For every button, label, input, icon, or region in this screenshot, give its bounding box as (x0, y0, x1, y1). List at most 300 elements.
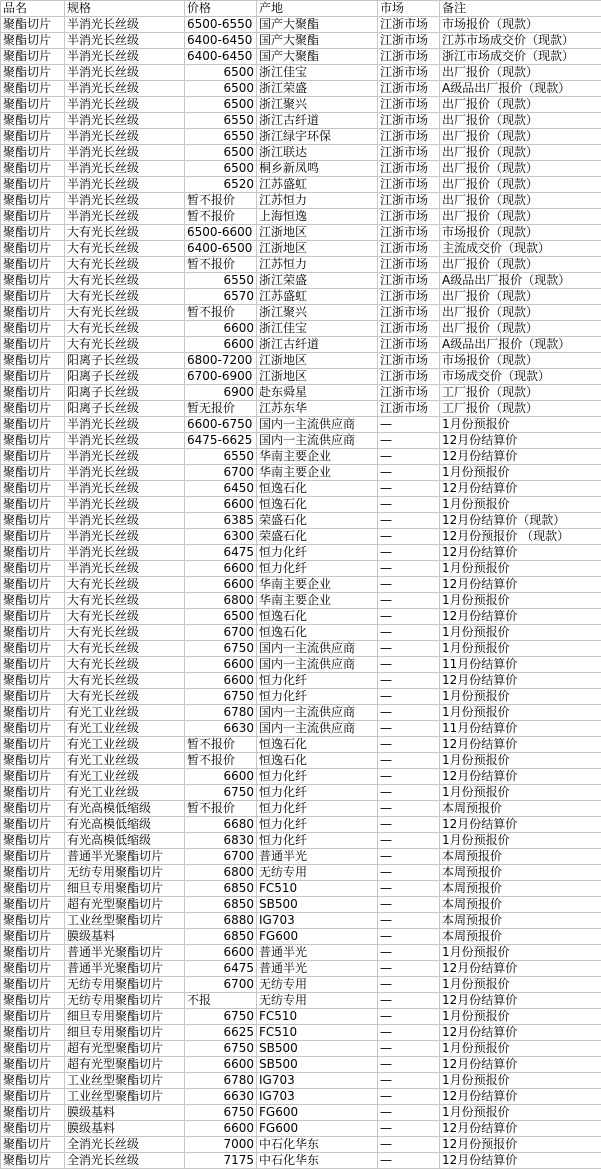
cell-remarks: 1月份预报价 (440, 497, 601, 513)
cell-product-name: 聚酯切片 (1, 529, 65, 545)
cell-spec: 大有光长丝级 (65, 321, 185, 337)
cell-origin: 国产大聚酯 (257, 49, 378, 65)
cell-market: — (378, 961, 440, 977)
cell-product-name: 聚酯切片 (1, 33, 65, 49)
table-row (1, 1025, 601, 1041)
cell-origin: 浙江绿宇环保 (257, 129, 378, 145)
cell-price: 6400-6500 (185, 241, 257, 257)
cell-price: 6550 (185, 273, 257, 289)
cell-spec: 膜级基料 (65, 1121, 185, 1137)
table-row (1, 433, 601, 449)
cell-market: — (378, 929, 440, 945)
cell-remarks: 1月份预报价 (440, 1041, 601, 1057)
cell-spec: 普通半光聚酯切片 (65, 849, 185, 865)
cell-remarks: 出厂报价（现款） (440, 161, 601, 177)
cell-market: 江浙市场 (378, 385, 440, 401)
cell-origin: 国内一主流供应商 (257, 417, 378, 433)
cell-market: — (378, 721, 440, 737)
cell-product-name: 聚酯切片 (1, 241, 65, 257)
cell-spec: 有光工业丝级 (65, 785, 185, 801)
header-origin: 产地 (257, 1, 378, 17)
cell-product-name: 聚酯切片 (1, 417, 65, 433)
cell-price: 6750 (185, 641, 257, 657)
cell-remarks: 出厂报价（现款） (440, 305, 601, 321)
cell-product-name: 聚酯切片 (1, 625, 65, 641)
cell-market: — (378, 881, 440, 897)
cell-origin: 中石化华东 (257, 1137, 378, 1153)
cell-price: 暂无报价 (185, 401, 257, 417)
table-row (1, 465, 601, 481)
cell-origin: 江浙地区 (257, 225, 378, 241)
table-row (1, 945, 601, 961)
cell-remarks: 12月份结算价（现款） (440, 513, 601, 529)
cell-market: — (378, 481, 440, 497)
table-row (1, 353, 601, 369)
cell-price: 7175 (185, 1153, 257, 1169)
cell-remarks: 1月份预报价 (440, 705, 601, 721)
cell-origin: 华南主要企业 (257, 593, 378, 609)
cell-spec: 大有光长丝级 (65, 641, 185, 657)
cell-product-name: 聚酯切片 (1, 513, 65, 529)
cell-spec: 有光工业丝级 (65, 769, 185, 785)
cell-spec: 有光工业丝级 (65, 753, 185, 769)
cell-origin: 无纺专用 (257, 977, 378, 993)
cell-price: 6780 (185, 1073, 257, 1089)
cell-price: 6500 (185, 609, 257, 625)
cell-price: 6630 (185, 721, 257, 737)
cell-product-name: 聚酯切片 (1, 849, 65, 865)
cell-price: 6500 (185, 97, 257, 113)
cell-product-name: 聚酯切片 (1, 305, 65, 321)
cell-remarks: 12月份结算价 (440, 817, 601, 833)
table-row (1, 113, 601, 129)
table-row (1, 369, 601, 385)
table-row (1, 321, 601, 337)
cell-remarks: 1月份预报价 (440, 625, 601, 641)
cell-price: 6850 (185, 881, 257, 897)
cell-remarks: A级品出厂报价（现款） (440, 273, 601, 289)
cell-market: — (378, 417, 440, 433)
cell-market: 江浙市场 (378, 369, 440, 385)
cell-product-name: 聚酯切片 (1, 897, 65, 913)
cell-remarks: 市场报价（现款） (440, 353, 601, 369)
cell-spec: 半消光长丝级 (65, 209, 185, 225)
cell-price: 6780 (185, 705, 257, 721)
cell-remarks: 1月份预报价 (440, 785, 601, 801)
cell-remarks: 12月份结算价 (440, 577, 601, 593)
cell-price: 6500-6550 (185, 17, 257, 33)
cell-spec: 有光高模低缩级 (65, 833, 185, 849)
cell-remarks: 12月份结算价 (440, 1121, 601, 1137)
table-row (1, 177, 601, 193)
table-row (1, 545, 601, 561)
table-row (1, 161, 601, 177)
cell-product-name: 聚酯切片 (1, 561, 65, 577)
cell-price: 暂不报价 (185, 737, 257, 753)
cell-spec: 半消光长丝级 (65, 513, 185, 529)
cell-origin: 华南主要企业 (257, 449, 378, 465)
cell-origin: 江苏东华 (257, 401, 378, 417)
cell-spec: 无纺专用聚酯切片 (65, 977, 185, 993)
cell-market: 江浙市场 (378, 81, 440, 97)
cell-spec: 半消光长丝级 (65, 17, 185, 33)
cell-spec: 有光工业丝级 (65, 705, 185, 721)
header-remarks: 备注 (440, 1, 601, 17)
table-row (1, 785, 601, 801)
cell-market: 江浙市场 (378, 193, 440, 209)
cell-price: 6630 (185, 1089, 257, 1105)
cell-market: — (378, 705, 440, 721)
cell-spec: 半消光长丝级 (65, 161, 185, 177)
table-row (1, 609, 601, 625)
cell-product-name: 聚酯切片 (1, 465, 65, 481)
cell-market: 江浙市场 (378, 17, 440, 33)
cell-product-name: 聚酯切片 (1, 929, 65, 945)
cell-product-name: 聚酯切片 (1, 1057, 65, 1073)
cell-spec: 半消光长丝级 (65, 145, 185, 161)
table-row (1, 737, 601, 753)
cell-product-name: 聚酯切片 (1, 161, 65, 177)
cell-origin: 浙江佳宝 (257, 321, 378, 337)
table-row (1, 817, 601, 833)
cell-remarks: 12月份结算价 (440, 769, 601, 785)
cell-price: 6800 (185, 865, 257, 881)
cell-product-name: 聚酯切片 (1, 1009, 65, 1025)
cell-product-name: 聚酯切片 (1, 609, 65, 625)
table-row (1, 129, 601, 145)
cell-product-name: 聚酯切片 (1, 353, 65, 369)
cell-market: — (378, 849, 440, 865)
cell-spec: 半消光长丝级 (65, 433, 185, 449)
cell-market: 江浙市场 (378, 129, 440, 145)
table-row (1, 257, 601, 273)
cell-spec: 大有光长丝级 (65, 625, 185, 641)
cell-market: — (378, 1041, 440, 1057)
table-row (1, 481, 601, 497)
cell-remarks: 12月份结算价 (440, 737, 601, 753)
table-row (1, 721, 601, 737)
cell-origin: 江浙地区 (257, 369, 378, 385)
cell-spec: 大有光长丝级 (65, 593, 185, 609)
cell-market: 江浙市场 (378, 321, 440, 337)
cell-price: 6880 (185, 913, 257, 929)
cell-price: 6475 (185, 961, 257, 977)
cell-remarks: 本周预报价 (440, 801, 601, 817)
cell-price: 暂不报价 (185, 801, 257, 817)
cell-market: 江浙市场 (378, 225, 440, 241)
cell-origin: 国内一主流供应商 (257, 641, 378, 657)
cell-remarks: 1月份预报价 (440, 1073, 601, 1089)
table-row (1, 593, 601, 609)
cell-product-name: 聚酯切片 (1, 337, 65, 353)
cell-price: 6850 (185, 929, 257, 945)
cell-spec: 大有光长丝级 (65, 609, 185, 625)
cell-remarks: 1月份预报价 (440, 417, 601, 433)
cell-price: 暂不报价 (185, 753, 257, 769)
table-row (1, 417, 601, 433)
cell-price: 6625 (185, 1025, 257, 1041)
table-row (1, 577, 601, 593)
cell-remarks: 12月份结算价 (440, 1025, 601, 1041)
cell-price: 6750 (185, 1009, 257, 1025)
cell-remarks: 12月份预报价 (440, 1137, 601, 1153)
header-product-name: 品名 (1, 1, 65, 17)
cell-price: 6550 (185, 113, 257, 129)
cell-product-name: 聚酯切片 (1, 1105, 65, 1121)
table-row (1, 977, 601, 993)
table-row (1, 849, 601, 865)
cell-remarks: 出厂报价（现款） (440, 145, 601, 161)
table-row (1, 1137, 601, 1153)
table-row (1, 81, 601, 97)
cell-market: — (378, 625, 440, 641)
cell-market: — (378, 513, 440, 529)
cell-origin: 恒逸石化 (257, 753, 378, 769)
cell-origin: 国内一主流供应商 (257, 705, 378, 721)
cell-market: — (378, 1057, 440, 1073)
cell-spec: 半消光长丝级 (65, 449, 185, 465)
cell-price: 6600 (185, 673, 257, 689)
table-row (1, 97, 601, 113)
cell-spec: 膜级基料 (65, 1105, 185, 1121)
cell-product-name: 聚酯切片 (1, 945, 65, 961)
cell-product-name: 聚酯切片 (1, 913, 65, 929)
cell-price: 6520 (185, 177, 257, 193)
cell-spec: 阳离子长丝级 (65, 369, 185, 385)
cell-product-name: 聚酯切片 (1, 145, 65, 161)
cell-market: — (378, 833, 440, 849)
cell-remarks: 12月份结算价 (440, 545, 601, 561)
cell-origin: 国产大聚酯 (257, 17, 378, 33)
cell-origin: 恒力化纤 (257, 673, 378, 689)
cell-product-name: 聚酯切片 (1, 1089, 65, 1105)
cell-origin: 浙江联达 (257, 145, 378, 161)
cell-remarks: 12月份结算价 (440, 1153, 601, 1169)
cell-remarks: 出厂报价（现款） (440, 193, 601, 209)
cell-market: — (378, 1105, 440, 1121)
cell-origin: 恒力化纤 (257, 545, 378, 561)
header-row (1, 1, 601, 17)
cell-product-name: 聚酯切片 (1, 385, 65, 401)
cell-origin: 荣盛石化 (257, 513, 378, 529)
cell-spec: 无纺专用聚酯切片 (65, 993, 185, 1009)
cell-product-name: 聚酯切片 (1, 881, 65, 897)
cell-spec: 膜级基料 (65, 929, 185, 945)
cell-market: — (378, 545, 440, 561)
cell-remarks: 本周预报价 (440, 929, 601, 945)
cell-product-name: 聚酯切片 (1, 129, 65, 145)
cell-market: 江浙市场 (378, 161, 440, 177)
table-row (1, 241, 601, 257)
cell-product-name: 聚酯切片 (1, 81, 65, 97)
cell-product-name: 聚酯切片 (1, 257, 65, 273)
cell-market: — (378, 769, 440, 785)
cell-price: 6600 (185, 769, 257, 785)
cell-remarks: 江苏市场成交价（现款） (440, 33, 601, 49)
table-row (1, 961, 601, 977)
cell-origin: 无纺专用 (257, 865, 378, 881)
cell-market: — (378, 977, 440, 993)
cell-price: 6830 (185, 833, 257, 849)
cell-origin: 恒逸石化 (257, 609, 378, 625)
cell-product-name: 聚酯切片 (1, 1041, 65, 1057)
cell-origin: 江苏盛虹 (257, 289, 378, 305)
cell-origin: 江浙地区 (257, 353, 378, 369)
cell-origin: 赴东舜星 (257, 385, 378, 401)
cell-spec: 全消光长丝级 (65, 1153, 185, 1169)
cell-price: 6750 (185, 1041, 257, 1057)
cell-remarks: 出厂报价（现款） (440, 321, 601, 337)
cell-price: 6700 (185, 465, 257, 481)
cell-remarks: 本周预报价 (440, 849, 601, 865)
cell-origin: 国内一主流供应商 (257, 433, 378, 449)
cell-origin: 普通半光 (257, 945, 378, 961)
cell-market: — (378, 465, 440, 481)
cell-price: 6600 (185, 337, 257, 353)
cell-remarks: 1月份预报价 (440, 593, 601, 609)
cell-price: 6450 (185, 481, 257, 497)
cell-remarks: 出厂报价（现款） (440, 177, 601, 193)
cell-origin: 江苏恒力 (257, 257, 378, 273)
cell-remarks: 工厂报价（现款） (440, 385, 601, 401)
cell-origin: 普通半光 (257, 961, 378, 977)
cell-price: 6400-6450 (185, 49, 257, 65)
cell-market: 江浙市场 (378, 177, 440, 193)
header-market: 市场 (378, 1, 440, 17)
table-row (1, 449, 601, 465)
cell-market: — (378, 433, 440, 449)
cell-product-name: 聚酯切片 (1, 961, 65, 977)
cell-price: 暂不报价 (185, 257, 257, 273)
cell-origin: 浙江古纤道 (257, 337, 378, 353)
cell-product-name: 聚酯切片 (1, 1137, 65, 1153)
table-row (1, 1089, 601, 1105)
cell-spec: 普通半光聚酯切片 (65, 961, 185, 977)
cell-spec: 有光工业丝级 (65, 737, 185, 753)
table-row (1, 65, 601, 81)
cell-market: 江浙市场 (378, 289, 440, 305)
cell-price: 不报 (185, 993, 257, 1009)
cell-price: 暂不报价 (185, 193, 257, 209)
table-row (1, 1041, 601, 1057)
cell-price: 6500 (185, 65, 257, 81)
cell-product-name: 聚酯切片 (1, 65, 65, 81)
table-row (1, 17, 601, 33)
cell-price: 暂不报价 (185, 209, 257, 225)
cell-market: 江浙市场 (378, 353, 440, 369)
cell-spec: 细旦专用聚酯切片 (65, 1009, 185, 1025)
table-row (1, 193, 601, 209)
cell-price: 6850 (185, 897, 257, 913)
cell-remarks: 主流成交价（现款） (440, 241, 601, 257)
cell-product-name: 聚酯切片 (1, 401, 65, 417)
cell-origin: 上海恒逸 (257, 209, 378, 225)
cell-remarks: 工厂报价（现款） (440, 401, 601, 417)
table-row (1, 497, 601, 513)
cell-price: 6750 (185, 689, 257, 705)
cell-origin: 华南主要企业 (257, 465, 378, 481)
cell-market: — (378, 865, 440, 881)
cell-remarks: 1月份预报价 (440, 1105, 601, 1121)
cell-spec: 大有光长丝级 (65, 257, 185, 273)
cell-product-name: 聚酯切片 (1, 673, 65, 689)
table-row (1, 881, 601, 897)
cell-spec: 半消光长丝级 (65, 81, 185, 97)
table-row (1, 1073, 601, 1089)
cell-price: 6550 (185, 449, 257, 465)
cell-origin: 恒力化纤 (257, 785, 378, 801)
cell-spec: 工业丝型聚酯切片 (65, 1089, 185, 1105)
cell-product-name: 聚酯切片 (1, 321, 65, 337)
cell-origin: 浙江荣盛 (257, 273, 378, 289)
cell-market: 江浙市场 (378, 65, 440, 81)
cell-origin: 恒力化纤 (257, 689, 378, 705)
cell-market: 江浙市场 (378, 273, 440, 289)
cell-product-name: 聚酯切片 (1, 1073, 65, 1089)
cell-spec: 工业丝型聚酯切片 (65, 913, 185, 929)
cell-origin: FC510 (257, 881, 378, 897)
cell-price: 6600 (185, 321, 257, 337)
cell-origin: 浙江佳宝 (257, 65, 378, 81)
cell-product-name: 聚酯切片 (1, 481, 65, 497)
cell-spec: 大有光长丝级 (65, 273, 185, 289)
cell-spec: 有光工业丝级 (65, 721, 185, 737)
cell-spec: 半消光长丝级 (65, 529, 185, 545)
table-row (1, 561, 601, 577)
cell-origin: FC510 (257, 1025, 378, 1041)
cell-remarks: 出厂报价（现款） (440, 97, 601, 113)
cell-market: — (378, 529, 440, 545)
cell-origin: FG600 (257, 1105, 378, 1121)
table-row (1, 625, 601, 641)
cell-market: 江浙市场 (378, 337, 440, 353)
cell-market: — (378, 1153, 440, 1169)
cell-remarks: 本周预报价 (440, 865, 601, 881)
cell-product-name: 聚酯切片 (1, 865, 65, 881)
cell-remarks: 市场报价（现款） (440, 225, 601, 241)
cell-product-name: 聚酯切片 (1, 545, 65, 561)
cell-origin: 恒力化纤 (257, 817, 378, 833)
cell-price: 6600 (185, 497, 257, 513)
cell-spec: 半消光长丝级 (65, 65, 185, 81)
cell-spec: 普通半光聚酯切片 (65, 945, 185, 961)
table-row (1, 513, 601, 529)
cell-spec: 半消光长丝级 (65, 465, 185, 481)
cell-remarks: 本周预报价 (440, 897, 601, 913)
cell-spec: 半消光长丝级 (65, 33, 185, 49)
cell-price: 6700 (185, 977, 257, 993)
cell-origin: 浙江聚兴 (257, 97, 378, 113)
cell-origin: IG703 (257, 1089, 378, 1105)
cell-remarks: 1月份预报价 (440, 945, 601, 961)
cell-remarks: 12月份结算价 (440, 449, 601, 465)
cell-remarks: 出厂报价（现款） (440, 65, 601, 81)
cell-origin: FC510 (257, 1009, 378, 1025)
cell-remarks: 1月份预报价 (440, 833, 601, 849)
cell-remarks: 1月份预报价 (440, 1009, 601, 1025)
cell-origin: 恒逸石化 (257, 625, 378, 641)
table-row (1, 897, 601, 913)
table-row (1, 289, 601, 305)
cell-spec: 超有光型聚酯切片 (65, 1057, 185, 1073)
table-row (1, 833, 601, 849)
cell-origin: FG600 (257, 1121, 378, 1137)
cell-spec: 半消光长丝级 (65, 193, 185, 209)
cell-spec: 半消光长丝级 (65, 49, 185, 65)
cell-origin: 中石化华东 (257, 1153, 378, 1169)
cell-spec: 细旦专用聚酯切片 (65, 1025, 185, 1041)
cell-price: 6570 (185, 289, 257, 305)
